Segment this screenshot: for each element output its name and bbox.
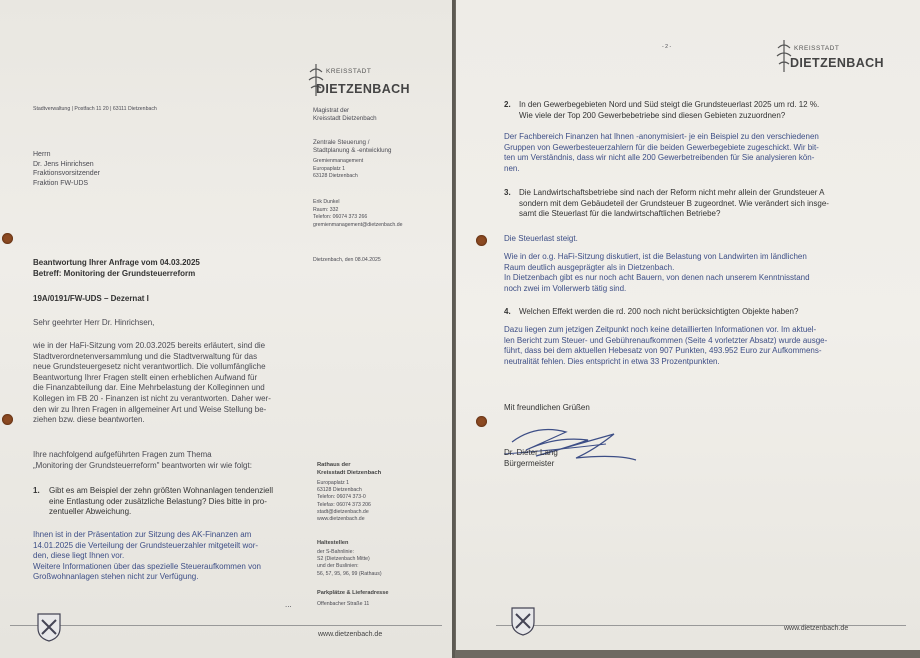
page-gap <box>452 0 455 658</box>
page-number: - 2 - <box>662 44 672 50</box>
sidebar-rathaus-title <box>317 462 381 477</box>
question-2 <box>519 100 819 121</box>
city-logo <box>774 36 914 81</box>
text-line: Raum deutlich ausgeprägter als in Dietzenbach. <box>504 262 675 272</box>
text-line: neue Grundsteuergesetz nicht verantwortlich. Die vollumfängliche <box>33 362 266 372</box>
office-line: Magistrat der <box>313 107 350 114</box>
text-line: len Bericht zum Steuer- und Gebührenaufkommen (Seite 4 vorletzter Absatz) wurde ausge- <box>504 335 828 345</box>
punch-hole <box>2 414 13 425</box>
dept-address <box>313 158 363 181</box>
footer-rule <box>10 625 442 626</box>
text-line: 56, 57, 95, 96, 99 (Rathaus) <box>317 570 382 577</box>
sidebar-halt-title: Haltestellen <box>317 540 349 546</box>
text-line: Beantwortung Ihrer Fragen stellt einen erheblichen Aufwand für <box>33 372 258 382</box>
text-line: führt, dass bei dem aktuellen Hebesatz von 907 Punkten, 493.952 Euro zur Aufkommens- <box>504 346 822 356</box>
text-line: S2 (Dietzenbach Mitte) <box>317 556 370 563</box>
text-line: Stadtverordnetenversammlung und die Stadtverwaltung für das <box>33 351 258 361</box>
recipient-block <box>33 150 100 188</box>
recipient-line: Dr. Jens Hinrichsen <box>33 160 94 168</box>
text-line: ten um Verständnis, dass wir nicht alle 200 Gewerbetreibenden für Sie analysieren kön- <box>504 153 815 163</box>
answer-3-summary: Die Steuerlast steigt. <box>504 234 578 243</box>
question-number: 2. <box>504 100 511 109</box>
dept-address-line: Gremienmanagement <box>313 158 364 164</box>
text-line: noch zwei im Vollerwerb tätig sind. <box>504 283 627 293</box>
text-line: Weitere Informationen über das spezielle Steueraufkommen von <box>33 561 261 571</box>
text-line: und der Buslinien: <box>317 563 359 570</box>
text-line: sondern mit dem Gebäudeteil der Grundsteuer B zugeordnet. Wie verändert sich insge- <box>519 198 829 208</box>
text-line: neutralität fehlen. Dies entspricht in etwa 33 Prozentpunkten. <box>504 356 720 366</box>
sender-line: Stadtverwaltung | Postfach 11 20 | 63111 Dietzenbach <box>33 106 157 112</box>
salutation: Sehr geehrter Herr Dr. Hinrichsen, <box>33 318 155 327</box>
footer-url: www.dietzenbach.de <box>784 625 849 632</box>
question-number: 3. <box>504 188 511 197</box>
dept-address-line: 63128 Dietzenbach <box>313 173 358 180</box>
text-line: Europaplatz 1 <box>317 480 350 486</box>
text-line: samt die Steuerlast für die landwirtschaftlichen Betriebe? <box>519 209 721 219</box>
question-1 <box>49 486 273 518</box>
text-line: Gibt es am Beispiel der zehn größten Wohnanlagen tendenziell <box>49 486 273 495</box>
text-line: nen. <box>504 163 520 173</box>
punch-hole <box>2 233 13 244</box>
dept-line: Stadtplanung & -entwicklung <box>313 147 392 155</box>
text-line: zentueller Abweichung. <box>49 507 132 517</box>
text-line: der S-Bahnlinie: <box>317 549 354 555</box>
recipient-line: Fraktion FW-UDS <box>33 179 89 187</box>
reference-line: 19A/0191/FW-UDS – Dezernat I <box>33 294 149 303</box>
text-line: Ihre nachfolgend aufgeführten Fragen zum Thema <box>33 450 212 459</box>
text-line: ziehen bzw. diese beantworten. <box>33 415 145 425</box>
subject-line: Beantwortung Ihrer Anfrage vom 04.03.2025 <box>33 258 200 267</box>
date-line: Dietzenbach, den 08.04.2025 <box>313 257 381 263</box>
office-block <box>313 107 377 123</box>
text-line: 63128 Dietzenbach <box>317 487 362 494</box>
sidebar-park-title: Parkplätze & Lieferadresse <box>317 590 389 596</box>
answer-2 <box>504 132 819 174</box>
footer-url: www.dietzenbach.de <box>318 631 383 638</box>
text-line: Ihnen ist in der Präsentation zur Sitzung des AK-Finanzen am <box>33 530 252 539</box>
text-line: Die Landwirtschaftsbetriebe sind nach der Reform nicht mehr allein der Grundsteuer A <box>519 188 825 197</box>
text-line: die Finanzabteilung dar. Eine Mehrbelastung der Kolleginnen und <box>33 383 265 393</box>
question-number: 1. <box>33 486 40 495</box>
dept-address-line: Europaplatz 1 <box>313 165 346 172</box>
answer-4 <box>504 325 827 367</box>
signer-title: Bürgermeister <box>504 459 555 468</box>
contact-line: Raum: 332 <box>313 206 339 213</box>
text-line: stadt@dietzenbach.de <box>317 508 369 515</box>
continuation-mark: ... <box>285 600 292 609</box>
paragraph-1 <box>33 341 271 426</box>
city-logo <box>306 60 452 105</box>
text-line: Gruppen von Gewerbesteuerzahlern für die beiden Gewerbegebiete zugeschickt. Wir bit- <box>504 142 819 152</box>
logo-line1: KREISSTADT <box>794 45 840 52</box>
text-line: Rathaus der <box>317 462 351 468</box>
text-line: den wir zu Ihren Fragen in allgemeiner Art und Weise Stellung be- <box>33 404 267 414</box>
text-line: In Dietzenbach gibt es nur noch acht Bauern, von denen nach unserem Kenntnisstand <box>504 273 810 283</box>
logo-line2: DIETZENBACH <box>316 82 410 96</box>
text-line: www.dietzenbach.de <box>317 516 365 523</box>
contact-line: gremienmanagement@dietzenbach.de <box>313 221 403 228</box>
text-line: In den Gewerbegebieten Nord und Süd steigt die Grundsteuerlast 2025 um rd. 12 %. <box>519 100 820 109</box>
text-line: 14.01.2025 die Verteilung der Grundsteuerzahler mitgeteilt wor- <box>33 540 259 550</box>
dept-line: Zentrale Steuerung / <box>313 139 370 146</box>
office-line: Kreisstadt Dietzenbach <box>313 115 377 123</box>
department-block <box>313 139 391 155</box>
logo-line2: DIETZENBACH <box>790 56 884 70</box>
text-line: eine Entlastung oder zusätzliche Belastung? Dies bitte in pro- <box>49 496 267 506</box>
sidebar-halt <box>317 549 382 578</box>
contact-block <box>313 199 402 229</box>
text-line: Telefon: 06074 373-0 <box>317 494 366 501</box>
sidebar-park: Offenbacher Straße 11 <box>317 601 370 607</box>
text-line: Wie in der o.g. HaFi-Sitzung diskutiert, ist die Belastung von Landwirten im ländlichen <box>504 252 807 261</box>
contact-line: Erik Dunkel <box>313 199 340 205</box>
city-crest-icon <box>510 606 536 636</box>
signer-name: Dr. Dieter Lang <box>504 448 558 457</box>
subject-line: Betreff: Monitoring der Grundsteuerreform <box>33 268 196 278</box>
text-line: Großwohnanlagen stehen nicht zur Verfügung. <box>33 572 199 582</box>
city-crest-icon <box>36 612 62 642</box>
logo-line1: KREISSTADT <box>326 68 372 75</box>
text-line: Kollegen im FB 20 - Finanzen ist nicht zu verantworten. Daher wer- <box>33 393 271 403</box>
text-line: Der Fachbereich Finanzen hat Ihnen -anonymisiert- je ein Beispiel zu den verschiedenen <box>504 132 819 141</box>
text-line: den, diese liegt Ihnen vor. <box>33 551 125 561</box>
punch-hole <box>476 416 487 427</box>
contact-line: Telefon: 06074 373 266 <box>313 214 368 221</box>
text-line: Dazu liegen zum jetzigen Zeitpunkt noch keine detaillierten Informationen vor. Im aktuel- <box>504 325 817 334</box>
question-number: 4. <box>504 307 511 316</box>
subject-block <box>33 258 200 279</box>
text-line: wie in der HaFi-Sitzung vom 20.03.2025 bereits erläutert, sind die <box>33 341 266 350</box>
question-4: Welchen Effekt werden die rd. 200 noch nicht berücksichtigten Objekte haben? <box>519 307 799 316</box>
paragraph-2 <box>33 450 252 471</box>
text-line: Kreisstadt Dietzenbach <box>317 469 382 476</box>
sidebar-rathaus <box>317 480 371 523</box>
closing: Mit freundlichen Grüßen <box>504 403 590 412</box>
answer-1 <box>33 530 261 583</box>
text-line: Wie viele der Top 200 Gewerbebetriebe sind diesen Gebieten zuzuordnen? <box>519 110 786 120</box>
text-line: Telefax: 06074 373 206 <box>317 501 371 508</box>
punch-hole <box>476 235 487 246</box>
recipient-line: Herrn <box>33 151 51 158</box>
letter-page-2 <box>456 0 920 650</box>
text-line: „Monitoring der Grundsteuerreform" beantworten wir wie folgt: <box>33 460 252 470</box>
answer-3 <box>504 252 810 294</box>
question-3 <box>519 188 829 220</box>
recipient-line: Fraktionsvorsitzender <box>33 170 100 177</box>
letter-page-1 <box>0 0 452 658</box>
